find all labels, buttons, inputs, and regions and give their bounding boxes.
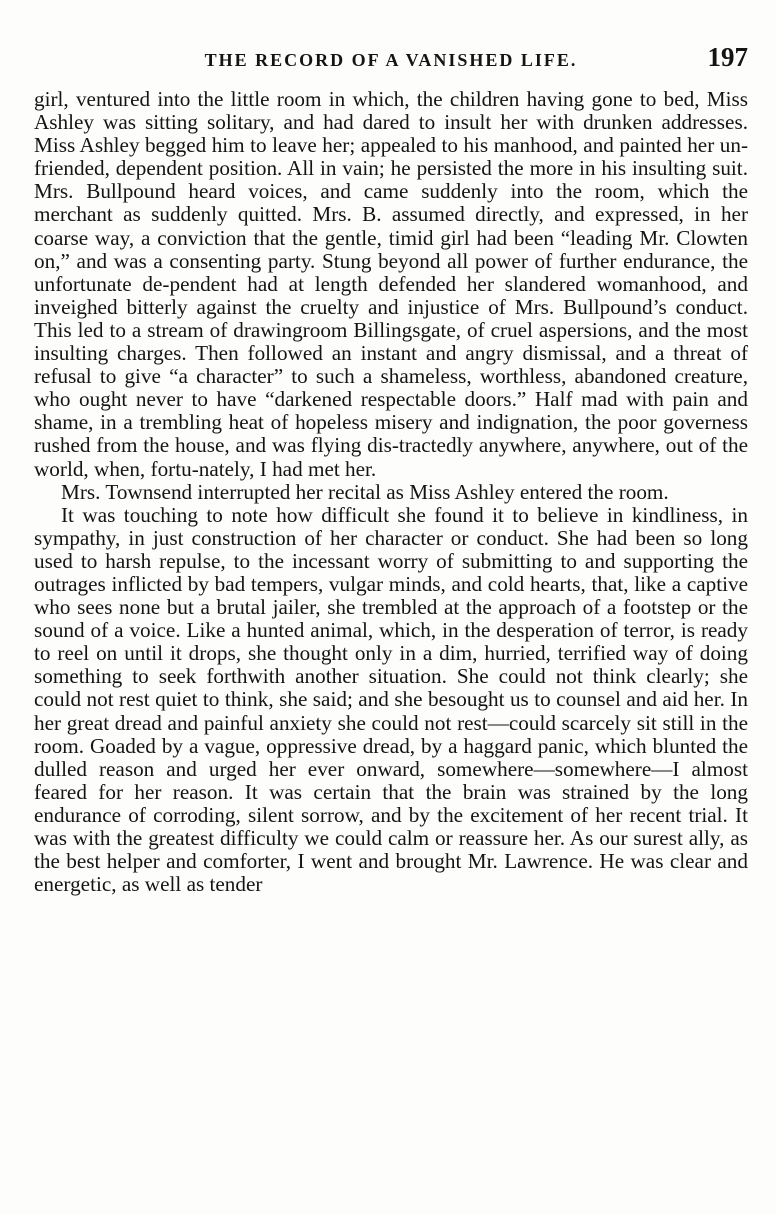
paragraph-1: girl, ventured into the little room in which, the children having gone to bed, Miss Ashley was sitting solitary, and had dared to insult her with drunken addresses. Miss Ashley begged him to leave her; appealed to his manhood, and painted her un-friended, dependent position. All in vain; he persisted the more in his insulting suit. Mrs. Bullpound heard voices, and came suddenly into the room, which the merchant as suddenly quitted. Mrs. B. assumed directly, and expressed, in her coarse way, a conviction that the gentle, timid girl had been “leading Mr. Clowten on,” and was a consenting party. Stung beyond all power of further endurance, the unfortunate de-pendent had at length defended her slandered womanhood, and inveighed bitterly against the cruelty and injustice of Mrs. Bullpound’s conduct. This led to a stream of drawingroom Billingsgate, of cruel aspersions, and the most insulting charges. Then followed an instant and angry dismissal, and a threat of refusal to give “a character” to such a shameless, worthless, abandoned creature, who ought never to have “darkened respectable doors.” Half mad with pain and shame, in a trembling heat of hopeless misery and indignation, the poor governess rushed from the house, and was flying dis-tractedly anywhere, anywhere, out of the world, when, fortu-nately, I had met her. <box>34 87 748 481</box>
page-number: 197 <box>707 42 748 72</box>
running-title: THE RECORD OF A VANISHED LIFE. <box>204 50 578 70</box>
paragraph-2: Mrs. Townsend interrupted her recital as Miss Ashley entered the room. <box>61 479 669 504</box>
running-header <box>34 42 748 88</box>
paragraph-3: It was touching to note how difficult she found it to believe in kindliness, in sympathy, in just construction of her character or conduct. She had been so long used to harsh repulse, to the incessant worry of submitting to and supporting the outrages inflicted by bad tempers, vulgar minds, and cold hearts, that, like a captive who sees none but a brutal jailer, she trembled at the approach of a footstep or the sound of a voice. Like a hunted animal, which, in the desperation of terror, is ready to reel on until it drops, she thought only in a dim, hurried, terrified way of doing something to seek forthwith another situation. She could not think clearly; she could not rest quiet to think, she said; and she besought us to counsel and aid her. In her great dread and painful anxiety she could not rest—could scarcely sit still in the room. Goaded by a vague, oppressive dread, by a haggard panic, which blunted the dulled reason and urged her ever onward, somewhere—somewhere—I almost feared for her reason. It was certain that the brain was strained by the long endurance of corroding, silent sorrow, and by the excitement of her recent trial. It was with the greatest difficulty we could calm or reassure her. As our surest ally, as the best helper and comforter, I went and brought Mr. Lawrence. He was clear and energetic, as well as tender <box>34 502 748 897</box>
body-text <box>34 88 748 896</box>
